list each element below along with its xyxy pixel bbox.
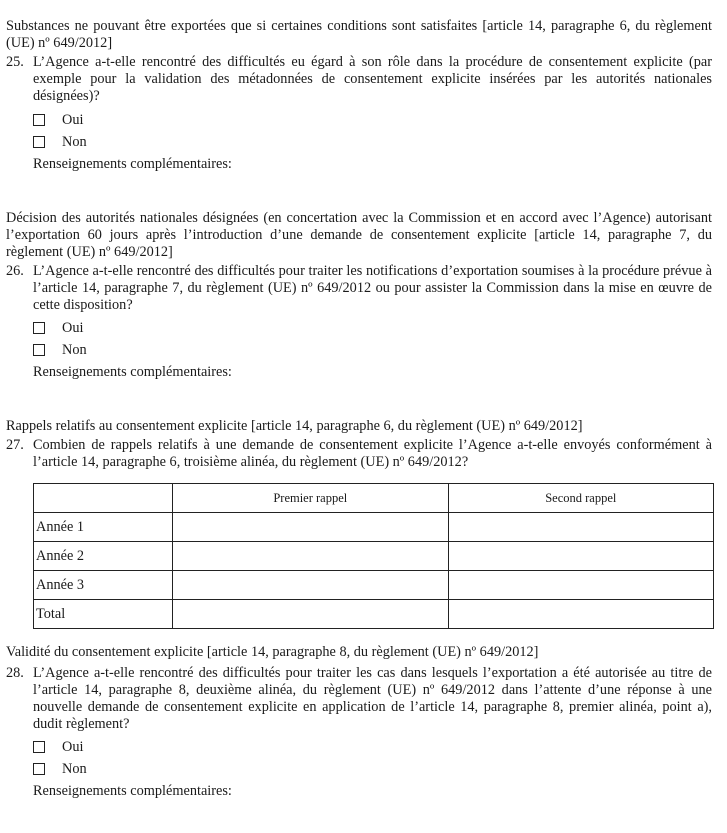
option-label: Oui [62,111,84,128]
document-page [6,18,712,800]
row-label: Année 3 [34,571,173,600]
question-number: 27. [6,437,24,453]
checkbox-icon[interactable] [33,114,45,126]
additional-info-label: Renseignements complémentaires: [33,156,232,172]
option-label: Oui [62,319,84,336]
table-row [34,571,714,600]
table-cell[interactable] [448,542,713,571]
table-cell[interactable] [173,600,449,629]
question-number: 28. [6,665,24,681]
section-heading: Décision des autorités nationales désignées (en concertation avec la Commission et en accord avec l’Agence) autorisant l’exportation 60 jours après l’introduction d’une demande de consentement explicite [article 14, paragraphe 7, du règlement (UE) nº 649/2012] [6,210,712,260]
table-row [34,542,714,571]
table-header-cell: Premier rappel [173,484,449,513]
table-cell[interactable] [448,600,713,629]
additional-info-label: Renseignements complémentaires: [33,783,232,799]
table-row [34,513,714,542]
table-cell[interactable] [173,513,449,542]
option-non[interactable] [33,339,712,361]
option-label: Non [62,133,87,150]
question-number: 26. [6,263,24,279]
question-28 [6,665,712,733]
table-cell[interactable] [173,542,449,571]
table-header-row [34,484,714,513]
question-text: Combien de rappels relatifs à une demande de consentement explicite l’Agence a-t-elle envoyés conformément à l’article 14, paragraphe 6, troisième alinéa, du règlement (UE) nº 649/2012? [33,437,712,470]
checkbox-icon[interactable] [33,741,45,753]
table-cell[interactable] [173,571,449,600]
checkbox-icon[interactable] [33,344,45,356]
option-label: Non [62,341,87,358]
option-non[interactable] [33,131,712,153]
section-heading: Substances ne pouvant être exportées que si certaines conditions sont satisfaites [article 14, paragraphe 6, du règlement (UE) nº 649/2012] [6,18,712,51]
row-label: Total [34,600,173,629]
option-label: Non [62,760,87,777]
row-label: Année 1 [34,513,173,542]
option-oui[interactable] [33,109,712,131]
option-label: Oui [62,738,84,755]
question-number: 25. [6,54,24,70]
option-oui[interactable] [33,317,712,339]
checkbox-icon[interactable] [33,136,45,148]
question-25 [6,54,712,105]
question-27 [6,437,712,471]
question-text: L’Agence a-t-elle rencontré des difficultés pour traiter les notifications d’exportation soumises à la procédure prévue à l’article 14, paragraphe 7, du règlement (UE) nº 649/2012 ou pour assister la Commission dans la mise en œuvre de cette disposition? [33,263,712,313]
option-non[interactable] [33,758,712,780]
additional-info-label: Renseignements complémentaires: [33,364,232,380]
table-header-cell [34,484,173,513]
table-cell[interactable] [448,571,713,600]
reminders-table [33,483,714,629]
section-heading: Rappels relatifs au consentement explicite [article 14, paragraphe 6, du règlement (UE) nº 649/2012] [6,418,583,434]
table-row [34,600,714,629]
option-oui[interactable] [33,736,712,758]
question-text: L’Agence a-t-elle rencontré des difficultés eu égard à son rôle dans la procédure de consentement explicite (par exemple pour la validation des métadonnées de consentement explicite insérées par les autorités nationales désignées)? [33,54,712,104]
question-text: L’Agence a-t-elle rencontré des difficultés pour traiter les cas dans lesquels l’exportation a été autorisée au titre de l’article 14, paragraphe 8, deuxième alinéa, du règlement (UE) nº 649/2012 dans l’attente d’une réponse à une nouvelle demande de consentement explicite en application de l’article 14, paragraphe 8, premier alinéa, point a), dudit règlement? [33,665,712,732]
table-cell[interactable] [448,513,713,542]
checkbox-icon[interactable] [33,322,45,334]
row-label: Année 2 [34,542,173,571]
section-heading: Validité du consentement explicite [article 14, paragraphe 8, du règlement (UE) nº 649/2012] [6,644,539,660]
question-26 [6,263,712,314]
table-header-cell: Second rappel [448,484,713,513]
checkbox-icon[interactable] [33,763,45,775]
